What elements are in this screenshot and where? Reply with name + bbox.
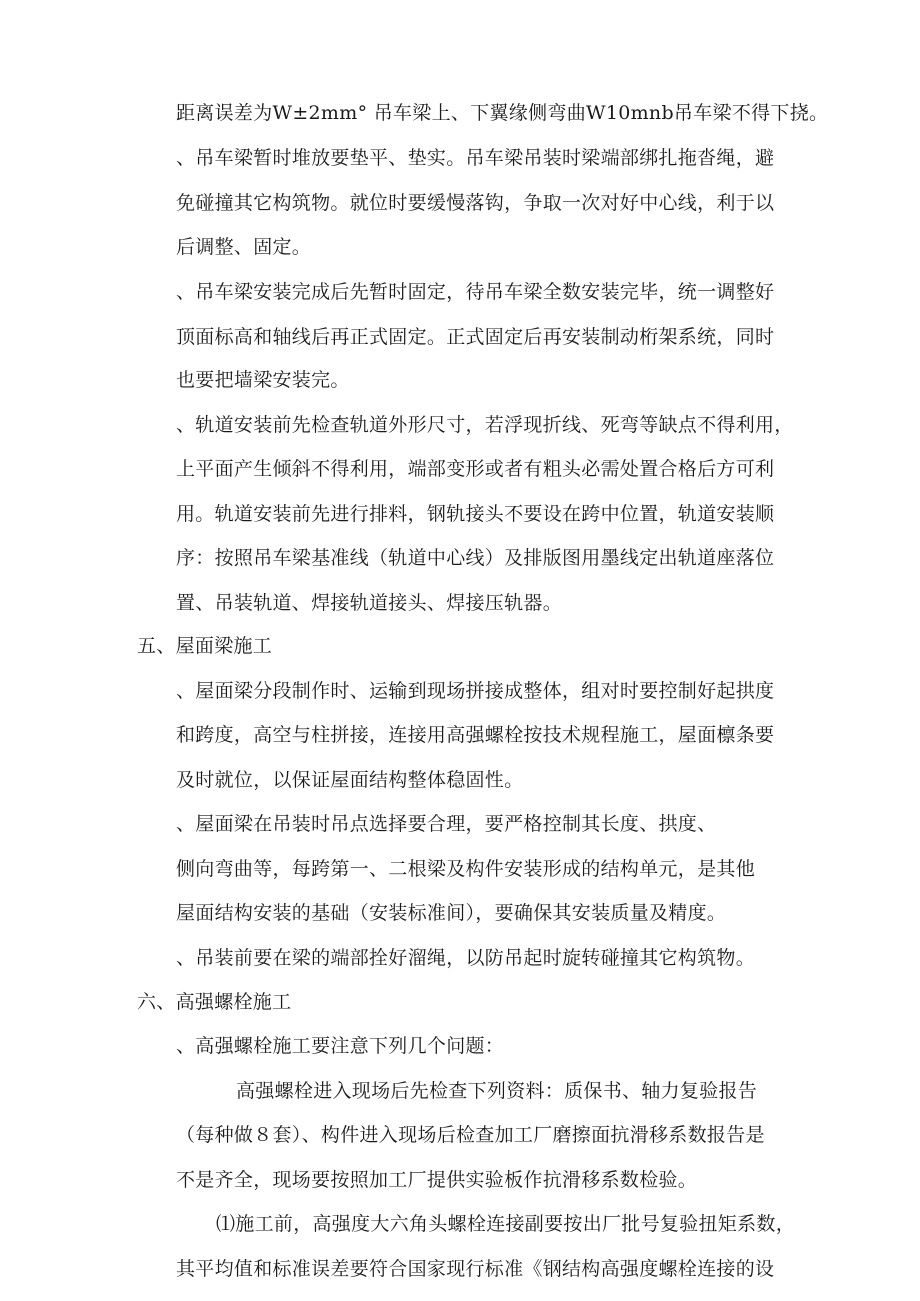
text-line: 其平均值和标准误差要符合国家现行标准《钢结构高强度螺栓连接的设 xyxy=(176,1258,775,1280)
text-line: 、屋面梁在吊装时吊点选择要合理，要严格控制其长度、拱度、 xyxy=(176,813,717,835)
text-line: 后调整、固定。 xyxy=(176,236,312,258)
text-line: 也要把墙梁安装完。 xyxy=(176,369,350,391)
text-line: 、高强螺栓施工要注意下列几个问题： xyxy=(176,1035,505,1057)
text-line: 侧向弯曲等，每跨第一、二根梁及构件安装形成的结构单元，是其他 xyxy=(176,858,756,880)
text-line: （每种做８套）、构件进入现场后检查加工厂磨擦面抗滑移系数报告是 xyxy=(176,1124,765,1146)
text-line: 置、吊装轨道、焊接轨道接头、焊接压轨器。 xyxy=(176,592,563,614)
text-line: 上平面产生倾斜不得利用，端部变形或者有粗头必需处置合格后方可利 xyxy=(176,458,775,480)
text-line: 不是齐全，现场要按照加工厂提供实验板作抗滑移系数检验。 xyxy=(176,1169,698,1191)
text-line: 、吊车梁安装完成后先暂时固定，待吊车梁全数安装完毕，统一调整好 xyxy=(176,281,775,303)
text-line: 序：按照吊车梁基准线（轨道中心线）及排版图用墨线定出轨道座落位 xyxy=(176,547,775,569)
text-line: 、吊车梁暂时堆放要垫平、垫实。吊车梁吊装时梁端部绑扎拖沓绳，避 xyxy=(176,147,775,169)
text-line: 高强螺栓进入现场后先检查下列资料：质保书、轴力复验报告 xyxy=(236,1080,758,1102)
text-line: 顶面标高和轴线后再正式固定。正式固定后再安装制动桁架系统，同时 xyxy=(176,326,775,348)
text-line: 、吊装前要在梁的端部拴好溜绳，以防吊起时旋转碰撞其它构筑物。 xyxy=(176,947,756,969)
text-line: 及时就位，以保证屋面结构整体稳固性。 xyxy=(176,769,524,791)
text-line: 距离误差为W±2mm° 吊车梁上、下翼缘侧弯曲W10mnb吊车梁不得下挠。 xyxy=(176,102,829,124)
text-line: 、屋面梁分段制作时、运输到现场拼接成整体，组对时要控制好起拱度 xyxy=(176,680,775,702)
section-heading: 五、屋面梁施工 xyxy=(137,635,273,657)
text-line: 用。轨道安装前先进行排料，钢轨接头不要设在跨中位置，轨道安装顺 xyxy=(176,503,775,525)
section-heading: 六、高强螺栓施工 xyxy=(137,991,292,1013)
text-line: 和跨度，高空与柱拼接，连接用高强螺栓按技术规程施工，屋面檩条要 xyxy=(176,724,775,746)
text-line: 屋面结构安装的基础（安装标准间），要确保其安装质量及精度。 xyxy=(176,902,727,924)
text-line: 免碰撞其它构筑物。就位时要缓慢落钩，争取一次对好中心线，利于以 xyxy=(176,192,775,214)
text-line: ⑴施工前，高强度大六角头螺栓连接副要按出厂批号复验扭矩系数， xyxy=(216,1213,796,1235)
text-line: 、轨道安装前先检查轨道外形尺寸，若浮现折线、死弯等缺点不得利用， xyxy=(176,414,794,436)
